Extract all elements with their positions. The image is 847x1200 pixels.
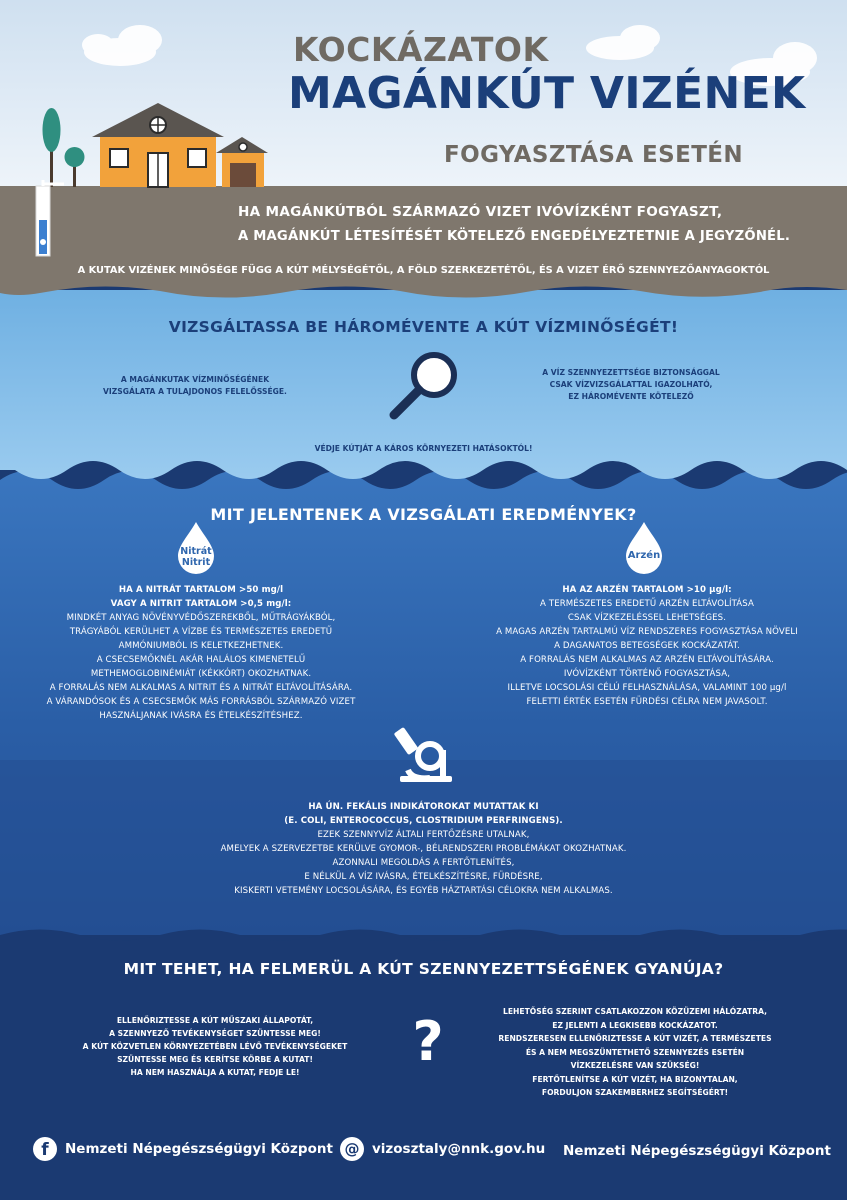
nitrat-drop-label xyxy=(174,546,218,568)
text-line: FELETTI ÉRTÉK ESETÉN FÜRDÉSI CÉLRA NEM JAVASOLT. xyxy=(526,697,768,707)
text-line: A CSECSEMŐKNÉL AKÁR HALÁLOS KIMENETELŰ xyxy=(96,655,306,665)
text-line: A FORRALÁS NEM ALKALMAS A NITRIT ÉS A NITRÁT ELTÁVOLÍTÁSÁRA. xyxy=(49,683,353,693)
text-line: A DAGANATOS BETEGSÉGEK KOCKÁZATÁT. xyxy=(554,641,740,651)
text-line: EZ HÁROMÉVENTE KÖTELEZŐ xyxy=(568,392,694,401)
text-line: KISKERTI VETEMÉNY LOCSOLÁSÁRA, ÉS EGYÉB HÁZTARTÁSI CÉLOKRA NEM ALKALMAS. xyxy=(234,886,613,896)
section2-title: MIT JELENTENEK A VIZSGÁLATI EREDMÉNYEK? xyxy=(210,505,637,524)
text-line: METHEMOGLOBINÉMIÁT (KÉKKÓRT) OKOZHATNAK. xyxy=(90,669,312,679)
ground-line2: A MAGÁNKÚT LÉTESÍTÉSÉT KÖTELEZŐ ENGEDÉLYEZTETNIE A JEGYZŐNÉL. xyxy=(238,229,791,244)
microscope-icon xyxy=(392,722,456,786)
question-mark-icon: ? xyxy=(412,1010,444,1073)
section3-left-text xyxy=(70,1014,360,1079)
text-line: LEHETŐSÉG SZERINT CSATLAKOZZON KÖZÜZEMI HÁLÓZATRA, xyxy=(503,1007,767,1016)
text-line: EZ JELENTI A LEGKISEBB KOCKÁZATOT. xyxy=(552,1020,718,1030)
text-line: AZONNALI MEGOLDÁS A FERTŐTLENÍTÉS, xyxy=(332,858,515,868)
ground-line1: HA MAGÁNKÚTBÓL SZÁRMAZÓ VIZET IVÓVÍZKÉNT FOGYASZT, xyxy=(238,204,723,220)
section1-title: VIZSGÁLTASSA BE HÁROMÉVENTE A KÚT VÍZMINŐSÉGÉT! xyxy=(168,318,679,336)
text-line: VÍZKEZELÉSRE VAN SZÜKSÉG! xyxy=(570,1061,700,1070)
text-line: CSAK VÍZKEZELÉSSEL LEHETSÉGES. xyxy=(567,613,727,623)
drop-label-line: Nitrát xyxy=(180,546,212,557)
email-link[interactable] xyxy=(340,1137,545,1161)
header-line1: KOCKÁZATOK xyxy=(293,30,549,69)
text-line: ELLENŐRIZTESSE A KÚT MŰSZAKI ÁLLAPOTÁT, xyxy=(116,1016,314,1025)
header-line2: MAGÁNKÚT VIZÉNEK xyxy=(288,68,806,119)
text-line: VIZSGÁLATA A TULAJDONOS FELELŐSSÉGE. xyxy=(103,387,287,396)
text-line: AMMÓNIUMBÓL IS KELETKEZHETNEK. xyxy=(118,641,284,651)
text-line: A MAGAS ARZÉN TARTALMÚ VÍZ RENDSZERES FOGYASZTÁSA NÖVELI xyxy=(496,627,798,637)
text-line: HA ÚN. FEKÁLIS INDIKÁTOROKAT MUTATTAK KI xyxy=(308,802,539,812)
facebook-label: Nemzeti Népegészségügyi Központ xyxy=(65,1141,333,1157)
email-address: vizosztaly@nnk.gov.hu xyxy=(372,1141,546,1157)
text-line: HASZNÁLJANAK IVÁSRA ÉS ÉTELKÉSZÍTÉSHEZ. xyxy=(99,711,303,721)
text-line: HA A NITRÁT TARTALOM >50 mg/l xyxy=(118,585,284,595)
text-line: ÉS A NEM MEGSZÜNTETHETŐ SZENNYEZÉS ESETÉN xyxy=(525,1047,745,1057)
section1-bottom-text: VÉDJE KÚTJÁT A KÁROS KÖRNYEZETI HATÁSOKTÓL! xyxy=(314,444,533,453)
text-line: SZÜNTESSE MEG ÉS KERÍTSE KÖRBE A KUTAT! xyxy=(117,1055,313,1064)
house-illustration xyxy=(30,95,270,195)
text-line: ILLETVE LOCSOLÁSI CÉLÚ FELHASZNÁLÁSA, VALAMINT 100 µg/l xyxy=(507,683,787,693)
text-line: FERTŐTLENÍTSE A KÚT VIZÉT, HA BIZONYTALAN, xyxy=(532,1074,738,1084)
text-line: AMELYEK A SZERVEZETBE KERÜLVE GYOMOR-, BÉLRENDSZERI PROBLÉMÁKAT OKOZHATNAK. xyxy=(220,844,627,854)
text-line: VAGY A NITRIT TARTALOM >0,5 mg/l: xyxy=(110,599,292,609)
arzen-drop-icon xyxy=(622,520,666,576)
well-pipe-illustration xyxy=(24,180,64,260)
text-line: HA NEM HASZNÁLJA A KUTAT, FEDJE LE! xyxy=(130,1068,300,1077)
ground-line3: A KUTAK VIZÉNEK MINŐSÉGE FÜGG A KÚT MÉLYSÉGÉTŐL, A FÖLD SZERKEZETÉTŐL, ÉS A VIZET ÉRŐ SZENNYEZŐANYAGOKTÓL xyxy=(77,265,770,276)
text-line: A MAGÁNKUTAK VÍZMINŐSÉGÉNEK xyxy=(120,375,270,384)
text-line: A FORRALÁS NEM ALKALMAS AZ ARZÉN ELTÁVOLÍTÁSÁRA. xyxy=(520,655,774,665)
section3-right-text xyxy=(480,1005,790,1100)
text-line: HA AZ ARZÉN TARTALOM >10 µg/l: xyxy=(562,585,732,595)
arzen-drop-label: Arzén xyxy=(627,550,661,561)
text-line: E NÉLKÜL A VÍZ IVÁSRA, ÉTELKÉSZÍTÉSRE, FÜRDÉSRE, xyxy=(304,872,543,882)
org-name: Nemzeti Népegészségügyi Központ xyxy=(563,1143,831,1159)
text-line: A VÍZ SZENNYEZETTSÉGE BIZTONSÁGGAL xyxy=(542,368,720,377)
text-line: A SZENNYEZŐ TEVÉKENYSÉGET SZÜNTESSE MEG! xyxy=(109,1029,321,1038)
text-line: RENDSZERESEN ELLENŐRIZTESSE A KÚT VIZÉT, A TERMÉSZETES xyxy=(498,1034,772,1043)
section1-left-text xyxy=(70,374,320,398)
fekalis-text-block xyxy=(0,800,847,898)
text-line: A KÚT KÖZVETLEN KÖRNYEZETÉBEN LÉVŐ TEVÉKENYSÉGEKET xyxy=(82,1042,348,1051)
text-line: (E. COLI, ENTEROCOCCUS, CLOSTRIDIUM PERFRINGENS). xyxy=(284,816,563,826)
section1-right-text xyxy=(516,367,746,403)
drop-label-line: Nitrit xyxy=(181,557,211,568)
arzen-text-block xyxy=(464,583,830,709)
text-line: A TERMÉSZETES EREDETŰ ARZÉN ELTÁVOLÍTÁSA xyxy=(540,599,754,609)
text-line: FORDULJON SZAKEMBERHEZ SEGÍTSÉGÉRT! xyxy=(541,1088,729,1097)
text-line: TRÁGYÁBÓL KERÜLHET A VÍZBE ÉS TERMÉSZETES EREDETŰ xyxy=(69,627,333,637)
text-line: A VÁRANDÓSOK ÉS A CSECSEMŐK MÁS FORRÁSBÓL SZÁRMAZÓ VIZET xyxy=(46,697,356,707)
magnifier-icon xyxy=(386,345,466,425)
header-line3: FOGYASZTÁSA ESETÉN xyxy=(444,142,744,168)
at-sign-icon: @ xyxy=(340,1137,364,1161)
text-line: CSAK VÍZVIZSGÁLATTAL IGAZOLHATÓ, xyxy=(549,380,713,389)
section3-title: MIT TEHET, HA FELMERÜL A KÚT SZENNYEZETTSÉGÉNEK GYANÚJA? xyxy=(123,960,724,978)
facebook-link[interactable] xyxy=(33,1137,333,1161)
nitrat-text-block xyxy=(18,583,384,723)
text-line: IVÓVÍZKÉNT TÖRTÉNŐ FOGYASZTÁSA, xyxy=(563,669,731,679)
facebook-icon: f xyxy=(33,1137,57,1161)
text-line: EZEK SZENNYVÍZ ÁLTALI FERTŐZÉSRE UTALNAK, xyxy=(317,830,530,840)
text-line: MINDKÉT ANYAG NÖVÉNYVÉDŐSZEREKBŐL, MŰTRÁGYÁKBÓL, xyxy=(66,613,336,623)
